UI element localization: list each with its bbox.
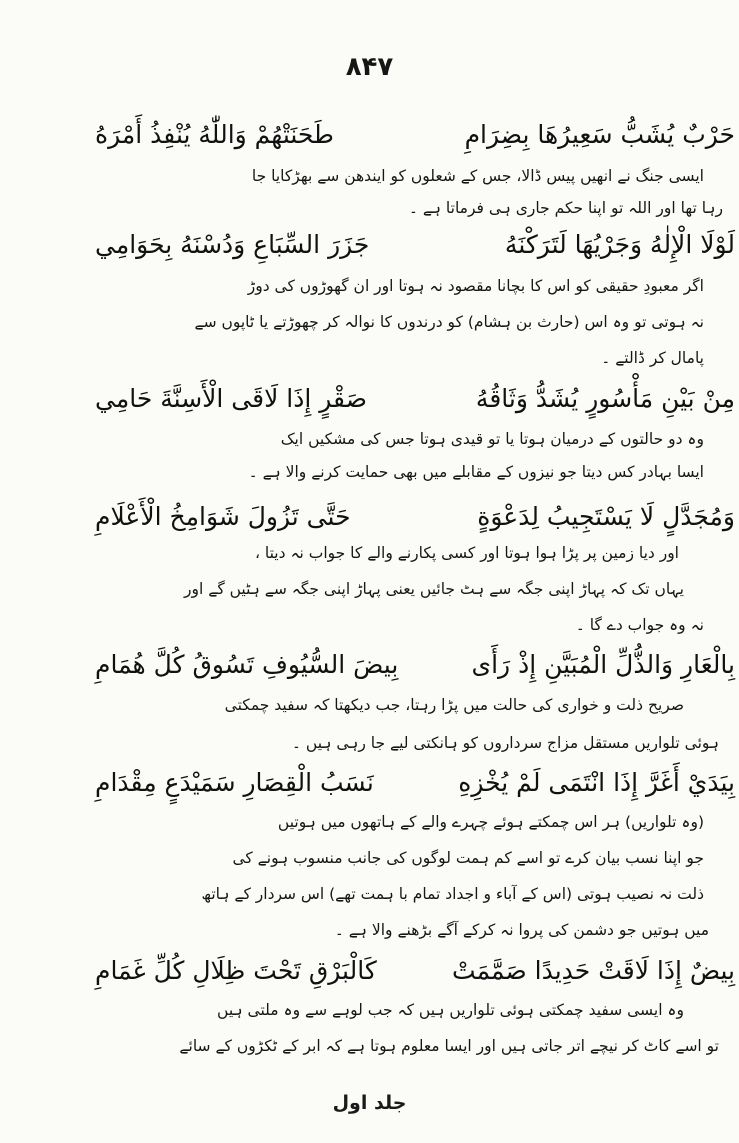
- verse-4: [95, 494, 735, 540]
- translation-line: نہ وہ جواب دے گا ۔: [575, 616, 704, 634]
- verse-2: [95, 222, 735, 268]
- verse-5: [95, 642, 735, 688]
- translation-line: نہ ہوتی تو وہ اس (حارث بن ہشام) کو درندوں کا نوالہ کر چھوڑتے یا ٹاپوں سے: [194, 313, 704, 331]
- translation-line: ذلت نہ نصیب ہوتی (اس کے آباء و اجداد تمام با ہمت تھے) اس سردار کے ہاتھ: [201, 885, 704, 903]
- verse-2-first-hemistich: لَوْلَا الْإِلٰهُ وَجَرْيُهَا لَتَرَكْنَهُ: [504, 230, 735, 259]
- verse-3-second-hemistich: صَقْرٍ إِذَا لَاقَى الْأَسِنَّةَ حَامِي: [95, 384, 367, 413]
- page-number: ۸۴۷: [345, 52, 394, 82]
- verse-1-second-hemistich: طَحَنَتْهُمْ وَاللّٰهُ يُنْفِذُ أَمْرَهُ: [95, 120, 334, 149]
- verse-7-second-hemistich: كَالْبَرْقِ تَحْتَ ظِلَالِ كُلِّ غَمَامِ: [95, 956, 377, 985]
- translation-line: پامال کر ڈالتے ۔: [601, 349, 704, 367]
- translation-line: اور دیا زمین پر پڑا ہوا ہوتا اور کسی پکارنے والے کا جواب نہ دیتا ،: [254, 544, 679, 562]
- verse-6-first-hemistich: بِيَدَيْ أَغَرَّ إِذَا انْتَمَى لَمْ يُخْزِهِ: [458, 768, 735, 797]
- translation-line: ایسی جنگ نے انھیں پیس ڈالا، جس کے شعلوں کو ایندھن سے بھڑکایا جا: [251, 167, 704, 185]
- translation-line: ہوئی تلواریں مستقل مزاج سرداروں کو ہانکتی لیے جا رہی ہیں ۔: [291, 734, 719, 752]
- verse-4-first-hemistich: وَمُجَدَّلٍ لَا يَسْتَجِيبُ لِدَعْوَةٍ: [477, 502, 735, 531]
- volume-footer: جلد اول: [332, 1092, 407, 1114]
- translation-line: رہا تھا اور اللہ تو اپنا حکم جاری ہی فرماتا ہے ۔: [408, 199, 723, 217]
- verse-3-first-hemistich: مِنْ بَيْنِ مَأْسُورٍ يُشَدُّ وَثَاقُهُ: [475, 384, 735, 413]
- verse-7-first-hemistich: بِيضٌ إِذَا لَاقَتْ حَدِيدًا صَمَّمَتْ: [452, 956, 735, 985]
- translation-line: اگر معبودِ حقیقی کو اس کا بچانا مقصود نہ ہوتا اور ان گھوڑوں کی دوڑ: [247, 277, 704, 295]
- translation-line: میں ہوتیں جو دشمن کی پروا نہ کرکے آگے بڑھنے والا ہے ۔: [334, 921, 709, 939]
- verse-5-first-hemistich: بِالْعَارِ وَالذُّلِّ الْمُبَيَّنِ إِذْ رَأَى: [471, 650, 735, 679]
- verse-4-second-hemistich: حَتَّى تَزُولَ شَوَامِخُ الْأَعْلَامِ: [95, 502, 351, 531]
- translation-line: ایسا بہادر کس دیتا جو نیزوں کے مقابلے میں بھی حمایت کرنے والا ہے ۔: [248, 463, 704, 481]
- verse-2-second-hemistich: جَزَرَ السِّبَاعِ وَدُسْنَهُ بِحَوَامِي: [95, 230, 370, 259]
- verse-1: [95, 112, 735, 158]
- verse-1-first-hemistich: حَرْبٌ يُشَبُّ سَعِيرُهَا بِضِرَامِ: [464, 120, 735, 149]
- verse-6: [95, 760, 735, 806]
- translation-line: جو اپنا نسب بیان کرے تو اسے کم ہمت لوگوں کی جانب منسوب ہونے کی: [232, 849, 704, 867]
- translation-line: وہ دو حالتوں کے درمیان ہوتا یا تو قیدی ہوتا جس کی مشکیں ایک: [280, 430, 704, 448]
- translation-line: صریح ذلت و خواری کی حالت میں پڑا رہتا، جب دیکھتا کہ سفید چمکتی: [224, 696, 684, 714]
- verse-6-second-hemistich: نَسَبُ الْقِصَارِ سَمَيْدَعٍ مِقْدَامِ: [95, 768, 374, 797]
- translation-line: (وہ تلواریں) ہر اس چمکتے ہوئے چہرے والے کے ہاتھوں میں ہوتیں: [277, 813, 704, 831]
- verse-5-second-hemistich: بِيضَ السُّيُوفِ تَسُوقُ كُلَّ هُمَامِ: [95, 650, 399, 679]
- translation-line: تو اسے کاٹ کر نیچے اتر جاتی ہیں اور ایسا معلوم ہوتا ہے کہ ابر کے ٹکڑوں کے سائے: [179, 1037, 719, 1055]
- verse-7: [95, 948, 735, 994]
- translation-line: یہاں تک کہ پہاڑ اپنی جگہ سے ہٹ جائیں یعنی پہاڑ اپنی جگہ سے ہٹیں گے اور: [184, 580, 684, 598]
- translation-line: وہ ایسی سفید چمکتی ہوئی تلواریں ہیں کہ جب لوہے سے وہ ملتی ہیں: [217, 1001, 684, 1019]
- verse-3: [95, 376, 735, 422]
